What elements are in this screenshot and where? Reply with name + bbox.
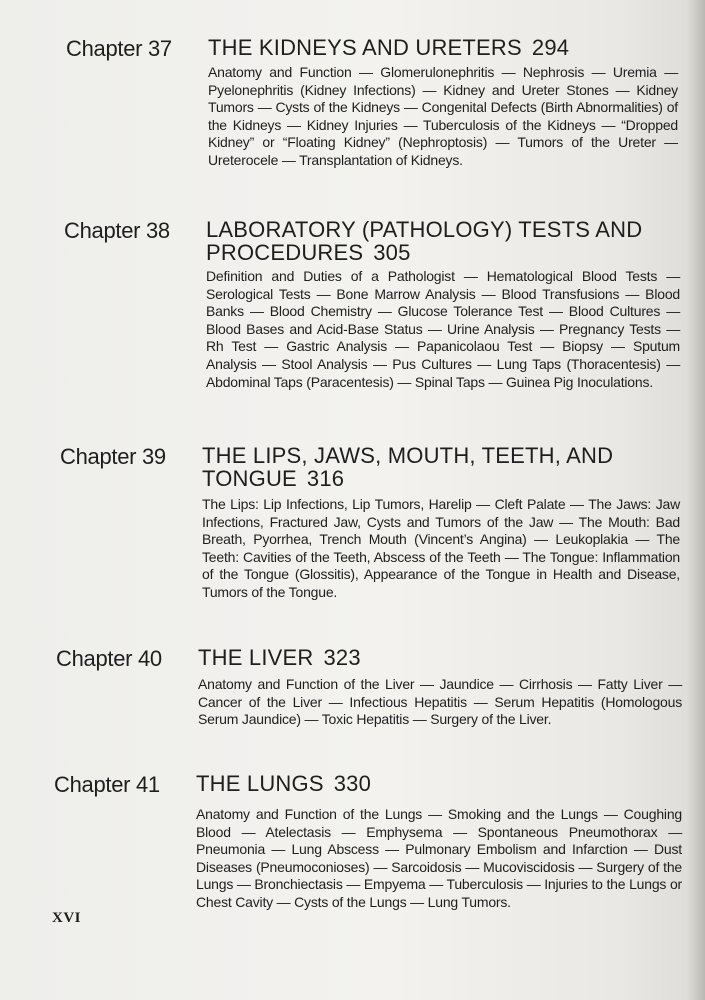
chapter-description: Definition and Duties of a Pathologist — Hematological Blood Tests — Serological Tests — Bone Marrow Analysis — Blood Transfusions — Blood Banks — Blood Chemistry — Glucose Tolerance Test — Blood Cultures — Blood Bases and Acid-Base Status — Urine Analysis — Pregnancy Tests — Rh Test — Gastric Analysis — Papanicolaou Test — Biopsy — Sputum Analysis — Stool Analysis — Pus Cultures — Lung Taps (Thoracentesis) — Abdominal Taps (Paracentesis) — Spinal Taps — Guinea Pig Inoculations. (206, 268, 680, 390)
chapter-title-text: THE LIVER (198, 645, 314, 670)
chapter-page-number: 330 (333, 771, 372, 796)
chapter-title (196, 772, 666, 795)
chapter-label: Chapter 37 (66, 36, 172, 61)
chapter-title (206, 218, 676, 264)
chapter-label: Chapter 39 (60, 444, 166, 469)
page-number: XVI (52, 910, 82, 926)
chapter-page-number: 305 (373, 240, 411, 265)
chapter-label: Chapter 40 (56, 646, 162, 671)
chapter-description: Anatomy and Function of the Lungs — Smoking and the Lungs — Coughing Blood — Atelectasis — Emphysema — Spontaneous Pneumothorax — Pneumonia — Lung Abscess — Pulmonary Embolism and Infarction — Dust Diseases (Pneumoconioses) — Sarcoidosis — Mucoviscidosis — Surgery of the Lungs — Bronchiectasis — Empyema — Tuberculosis — Injuries to the Lungs or Chest Cavity — Cysts of the Lungs — Lung Tumors. (196, 806, 682, 910)
chapter-title (198, 646, 668, 669)
chapter-title (208, 36, 678, 59)
chapter-title-text: THE LIPS, JAWS, MOUTH, TEETH, AND TONGUE (202, 443, 614, 491)
chapter-page-number: 323 (323, 645, 361, 670)
chapter-description: The Lips: Lip Infections, Lip Tumors, Harelip — Cleft Palate — The Jaws: Jaw Infections, Fractured Jaw, Cysts and Tumors of the Jaw — The Mouth: Bad Breath, Pyorrhea, Trench Mouth (Vincent’s Angina) — Leukoplakia — The Teeth: Cavities of the Teeth, Abscess of the Teeth — The Tongue: Inflammation of the Tongue (Glossitis), Appearance of the Tongue in Health and Disease, Tumors of the Tongue. (202, 496, 680, 600)
chapter-description: Anatomy and Function — Glomerulonephritis — Nephrosis — Uremia — Pyelonephritis (Kidney Infections) — Kidney and Ureter Stones — Kidney Tumors — Cysts of the Kidneys — Congenital Defects (Birth Abnormalities) of the Kidneys — Kidney Injuries — Tuberculosis of the Kidneys — “Dropped Kidney” or “Floating Kidney” (Nephroptosis) — Tumors of the Ureter — Ureterocele — Transplantation of Kidneys. (208, 64, 678, 168)
chapter-label: Chapter 41 (54, 772, 160, 797)
chapter-description: Anatomy and Function of the Liver — Jaundice — Cirrhosis — Fatty Liver — Cancer of the Liver — Infectious Hepatitis — Serum Hepatitis (Homologous Serum Jaundice) — Toxic Hepatitis — Surgery of the Liver. (198, 676, 682, 728)
chapter-label: Chapter 38 (64, 218, 170, 243)
chapter-page-number: 316 (306, 466, 345, 491)
chapter-title-text: THE KIDNEYS AND URETERS (208, 35, 522, 60)
chapter-page-number: 294 (531, 35, 570, 60)
chapter-title-text: THE LUNGS (196, 771, 324, 796)
page-edge-shadow (687, 0, 705, 1000)
chapter-title-text: LABORATORY (PATHOLOGY) TESTS AND PROCEDURES (206, 217, 643, 265)
chapter-title (202, 444, 672, 490)
